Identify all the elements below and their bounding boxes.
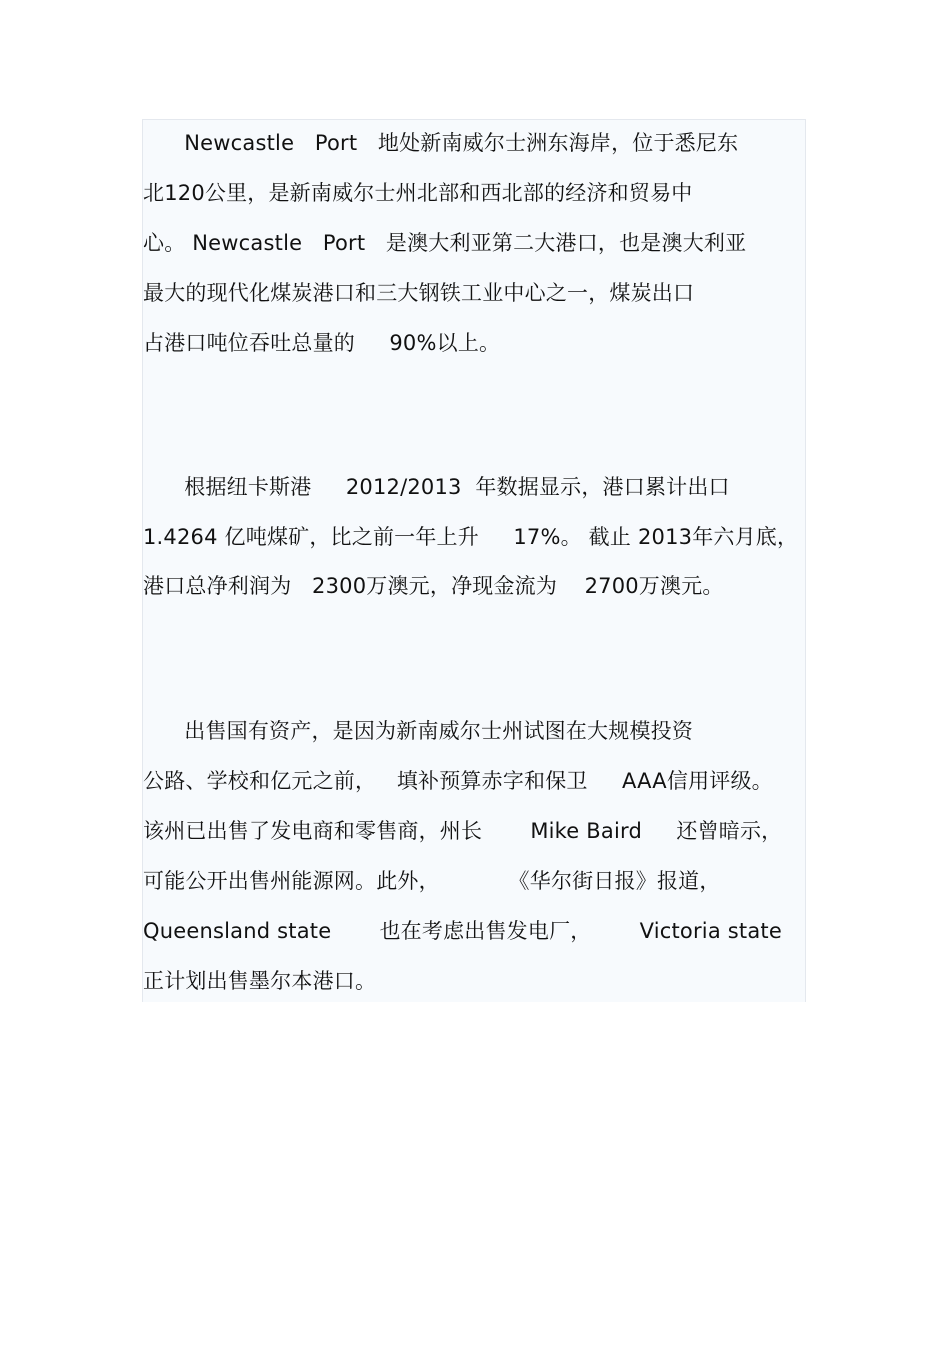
paragraph-1-line-2: 北120公里，是新南威尔士州北部和西北部的经济和贸易中 bbox=[143, 181, 693, 205]
paragraph-2-line-3: 港口总净利润为 2300万澳元，净现金流为 2700万澳元。 bbox=[143, 574, 724, 598]
paragraph-1-line-4: 最大的现代化煤炭港口和三大钢铁工业中心之一，煤炭出口 bbox=[143, 281, 695, 305]
paragraph-1-line-3: 心。 Newcastle Port 是澳大利亚第二大港口，也是澳大利亚 bbox=[143, 231, 747, 255]
paragraph-1-line-1: Newcastle Port 地处新南威尔士洲东海岸，位于悉尼东 bbox=[143, 131, 739, 155]
paragraph-2-line-1: 根据纽卡斯港 2012/2013 年数据显示，港口累计出口 bbox=[143, 475, 730, 499]
paragraph-1-line-5: 占港口吨位吞吐总量的 90%以上。 bbox=[143, 331, 501, 355]
paragraph-3-line-1: 出售国有资产，是因为新南威尔士州试图在大规模投资 bbox=[143, 719, 694, 743]
paragraph-3-line-4: 可能公开出售州能源网。此外， 《华尔街日报》报道， bbox=[143, 869, 721, 893]
paragraph-3-line-2: 公路、学校和亿元之前， 填补预算赤字和保卫 AAA信用评级。 bbox=[143, 769, 773, 793]
paragraph-3-line-6: 正计划出售墨尔本港口。 bbox=[143, 969, 377, 993]
paragraph-2-line-2: 1.4264 亿吨煤矿，比之前一年上升 17%。 截止 2013年六月底， bbox=[143, 525, 799, 549]
paragraph-3-line-5: Queensland state 也在考虑出售发电厂， Victoria state bbox=[143, 919, 782, 943]
paragraph-3-line-3: 该州已出售了发电商和零售商，州长 Mike Baird 还曾暗示， bbox=[143, 819, 783, 843]
document-text-panel bbox=[142, 119, 806, 1002]
